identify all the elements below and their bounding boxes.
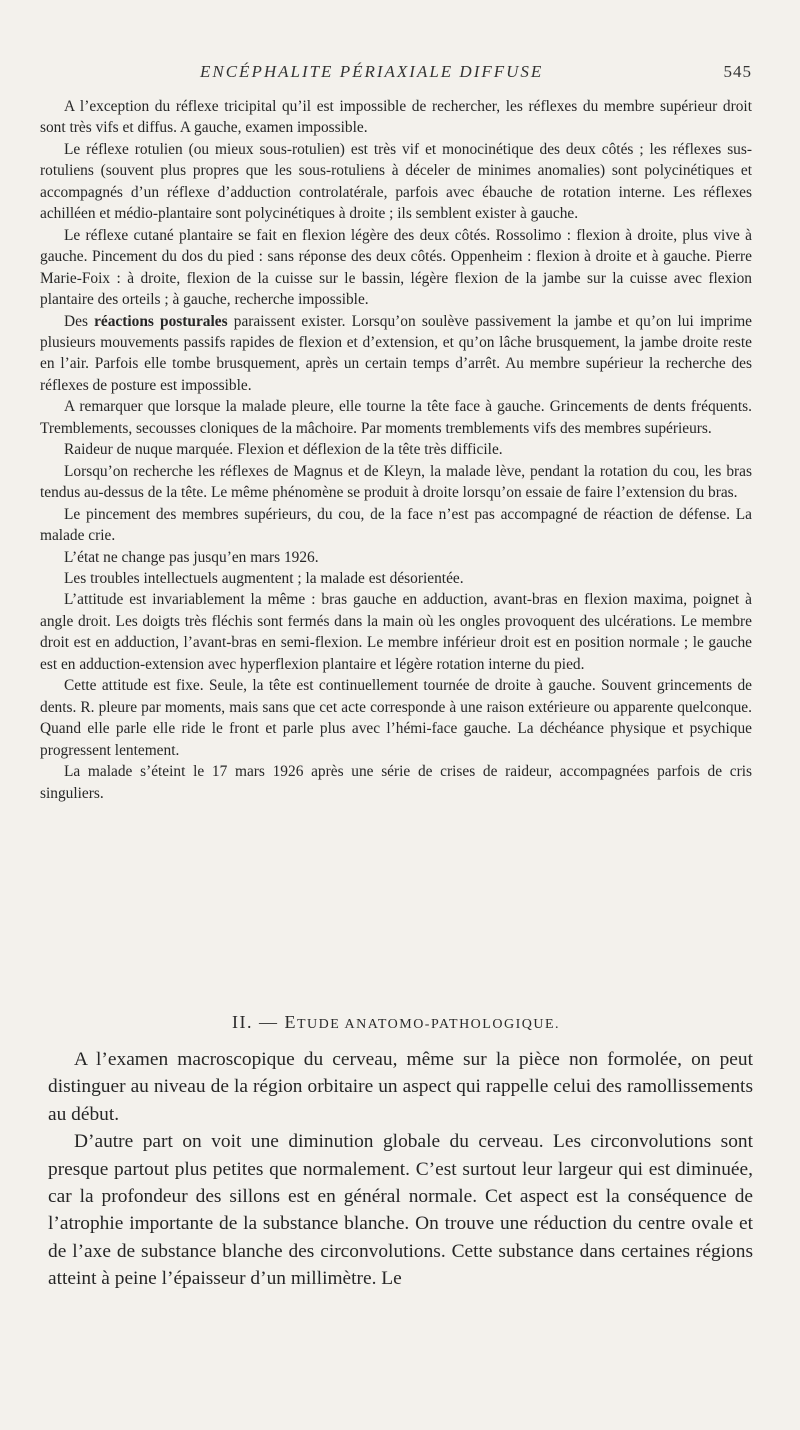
paragraph: A l’examen macroscopique du cerveau, même sur la pièce non formolée, on peut distinguer au niveau de la région orbitaire un aspect qui rappelle celui des ramollissements au début.	[48, 1049, 753, 1125]
section-title-initial: E	[284, 1012, 297, 1032]
paragraph: Le pincement des membres supérieurs, du cou, de la face n’est pas accompagné de réaction de défense. La malade crie.	[40, 505, 752, 545]
paragraph: Raideur de nuque marquée. Flexion et déflexion de la tête très difficile.	[64, 441, 503, 459]
section-title	[285, 1012, 561, 1032]
paragraph: A l’exception du réflexe tricipital qu’il est impossible de rechercher, les réflexes du membre supérieur droit sont très vifs et diffus. A gauche, examen impossible.	[40, 98, 752, 137]
paragraph	[40, 311, 752, 397]
section-heading	[40, 1012, 752, 1033]
paragraph-text: paraissent exister. Lorsqu’on soulève passivement la jambe et qu’on lui imprime plusieurs mouvements passifs rapides de flexion et d’extension, et qu’on lâche brusquement, la jambe droite reste en l’air. Parfois elle tombe brusquement, après un certain temps d’arrêt. Au membre supérieur la recherche des réflexes de posture est impossible.	[40, 312, 753, 394]
paragraph: L’état ne change pas jusqu’en mars 1926.	[64, 548, 319, 566]
page-number: 545	[723, 62, 752, 81]
case-report-text	[40, 96, 752, 804]
paragraph: Cette attitude est fixe. Seule, la tête est continuellement tournée de droite à gauche. Souvent grincements de dents. R. pleure par moments, mais sans que cet acte corresponde à une raison extérieure ou apparente quelconque. Quand elle parle elle ride le front et parle plus avec l’hémi-face gauche. La déchéance physique et psychique progressent lentement.	[40, 677, 752, 759]
bold-term: réactions posturales	[94, 312, 228, 330]
paragraph: Le réflexe rotulien (ou mieux sous-rotulien) est très vif et monocinétique des deux côtés ; les réflexes sus-rotuliens (souvent plus propres que les sous-rotuliens à déceler de minimes anomalies) sont polycinétiques et accompagnés d’un réflexe d’adduction controlatérale, parfois avec ébauche de rotation interne. Les réflexes achilléen et médio-plantaire sont polycinétiques à droite ; ils semblent exister à gauche.	[40, 140, 752, 223]
pathology-text	[48, 1046, 753, 1293]
running-title: ENCÉPHALITE PÉRIAXIALE DIFFUSE	[200, 62, 544, 81]
paragraph: La malade s’éteint le 17 mars 1926 après une série de crises de raideur, accompagnées parfois de cris singuliers.	[40, 763, 752, 802]
paragraph: D’autre part on voit une diminution globale du cerveau. Les circonvolutions sont presque partout plus petites que normalement. C’est surtout leur largeur qui est diminuée, car la profondeur des sillons est en général normale. Cet aspect est la conséquence de l’atrophie importante de la substance blanche. On trouve une réduction du centre ovale et de l’axe de substance blanche des circonvolutions. Cette substance dans certaines régions atteint à peine l’épaisseur d’un millimètre. Le	[48, 1131, 753, 1290]
paragraph: Le réflexe cutané plantaire se fait en flexion légère des deux côtés. Rossolimo : flexion à droite, plus vive à gauche. Pincement du dos du pied : sans réponse des deux côtés. Oppenheim : flexion à droite et à gauche. Pierre Marie-Foix : à droite, flexion de la cuisse sur le bassin, légère flexion de la jambe sur la cuisse avec flexion plantaire des orteils ; à gauche, recherche impossible.	[40, 226, 752, 309]
paragraph: Les troubles intellectuels augmentent ; la malade est désorientée.	[64, 569, 464, 587]
section-title-rest: TUDE ANATOMO-PATHOLOGIQUE.	[297, 1017, 560, 1032]
section-number: II. —	[232, 1012, 279, 1032]
paragraph: A remarquer que lorsque la malade pleure, elle tourne la tête face à gauche. Grincements de dents fréquents. Tremblements, secousses cloniques de la mâchoire. Par moments tremblements vifs des membres supérieurs.	[40, 398, 752, 437]
paragraph: L’attitude est invariablement la même : bras gauche en adduction, avant-bras en flexion maxima, poignet à angle droit. Les doigts très fléchis sont fermés dans la main où les ongles provoquent des ulcérations. Le membre droit est en adduction, l’avant-bras en semi-flexion. Le membre inférieur droit est en position normale ; le gauche est en adduction-extension avec hyperflexion plantaire et légère rotation interne du pied.	[40, 591, 752, 673]
paragraph-text: Des	[64, 312, 95, 330]
paragraph: Lorsqu’on recherche les réflexes de Magnus et de Kleyn, la malade lève, pendant la rotation du cou, les bras tendus au-dessus de la tête. Le même phénomène se produit à droite lorsqu’on essaie de faire l’extension du bras.	[40, 462, 752, 502]
page-header	[52, 62, 752, 88]
